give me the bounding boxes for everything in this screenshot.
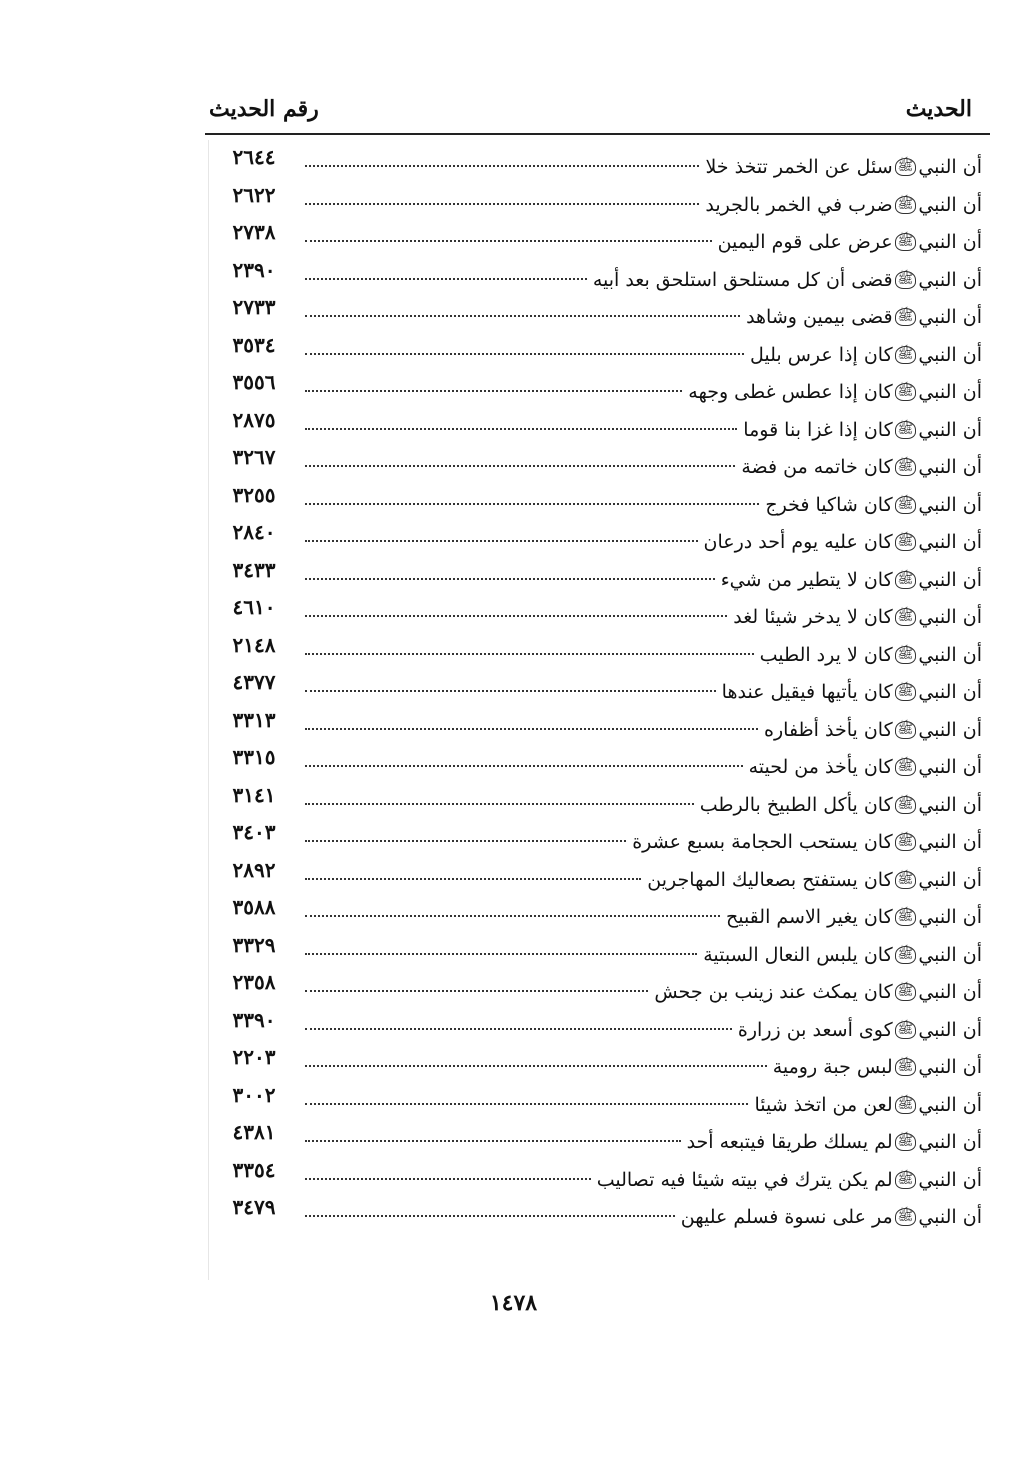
entry-text [773,1052,982,1082]
hadith-number: ٢٢٠٣ [232,1045,276,1069]
salla-glyph: ﷺ [895,1058,917,1076]
entry-text [705,190,982,220]
dotted-leader [305,540,698,542]
index-entry [205,255,990,293]
dotted-leader [305,428,737,430]
dotted-leader [305,878,641,880]
dotted-leader [305,1103,748,1105]
entry-prefix: أن النبي [918,268,982,291]
index-entry [205,630,990,668]
hadith-number: ٢٧٣٨ [232,220,276,244]
salla-glyph: ﷺ [895,833,917,851]
entry-hadith-text: كان يأتيها فيقيل عندها [721,681,893,703]
index-entry [205,742,990,780]
hadith-number: ٤٣٧٧ [232,670,276,694]
hadith-number: ٣٣٩٠ [232,1007,276,1032]
dotted-leader [305,653,754,655]
entry-prefix: أن النبي [918,418,982,441]
index-entry [205,667,990,705]
dotted-leader [305,503,759,505]
salla-glyph: ﷺ [895,946,917,964]
entry-hadith-text: كان لا يتطير من شيء [720,568,893,591]
index-entry [205,292,990,330]
salla-glyph: ﷺ [895,646,917,664]
hadith-number: ٣٣٢٩ [232,932,276,957]
entry-prefix: أن النبي [918,756,982,778]
salla-glyph: ﷺ [895,683,917,701]
salla-glyph: ﷺ [895,1171,917,1189]
dotted-leader [305,1140,681,1142]
entry-prefix: أن النبي [918,456,982,478]
entry-text [705,152,982,182]
salla-glyph: ﷺ [895,796,917,814]
index-entry [205,1080,990,1118]
entry-prefix: أن النبي [918,606,982,628]
entry-hadith-text: لم يسلك طريقا فيتبعه أحد [686,1131,893,1153]
dotted-leader [305,1215,675,1217]
entry-prefix: أن النبي [918,156,982,178]
index-entry [205,892,990,930]
index-entry [205,142,990,180]
entry-text [743,415,982,445]
entry-hadith-text: كان يلبس النعال السبتية [703,943,893,966]
salla-glyph: ﷺ [895,308,917,326]
salla-glyph: ﷺ [895,608,917,626]
index-entry [205,780,990,818]
header-column-hadith: الحديث [905,96,972,122]
entry-text [749,752,982,782]
header-column-hadith-number: رقم الحديث [209,96,319,122]
salla-glyph: ﷺ [895,421,917,439]
salla-glyph: ﷺ [895,908,917,926]
salla-glyph: ﷺ [895,346,917,364]
hadith-index-list [205,142,990,1230]
page-header [205,90,990,130]
entry-prefix: أن النبي [918,868,982,891]
entry-hadith-text: كان عليه يوم أحد درعان [703,531,893,553]
dotted-leader [305,915,720,917]
entry-prefix: أن النبي [918,718,982,741]
entry-hadith-text: لم يكن يترك في بيته شيئا فيه تصاليب [596,1168,893,1191]
dotted-leader [305,1028,732,1030]
entry-prefix: أن النبي [918,231,982,253]
entry-hadith-text: ضرب في الخمر بالجريد [705,193,893,216]
salla-glyph: ﷺ [895,196,917,214]
entry-prefix: أن النبي [918,531,982,553]
entry-text [764,715,982,745]
entry-text [722,677,982,707]
entry-text [754,1090,982,1120]
hadith-number: ٣٤٣٣ [232,557,276,582]
hadith-number: ٢١٤٨ [232,632,276,657]
index-entry [205,967,990,1005]
index-entry [205,367,990,405]
index-entry [205,1155,990,1193]
entry-prefix: أن النبي [918,793,982,816]
entry-prefix: أن النبي [918,306,982,328]
entry-hadith-text: كان إذا غزا بنا قوما [743,418,893,441]
dotted-leader [305,240,712,242]
hadith-number: ٣١٤١ [232,782,276,807]
entry-prefix: أن النبي [918,343,982,366]
entry-text [681,1202,982,1232]
hadith-number: ٣٣١٥ [232,745,276,769]
salla-glyph: ﷺ [895,271,917,289]
hadith-number: ٢٦٢٢ [232,182,276,207]
entry-prefix: أن النبي [918,981,982,1003]
entry-hadith-text: كان لا يدخر شيئا لغد [733,606,893,628]
index-entry [205,442,990,480]
entry-hadith-text: لعن من اتخذ شيئا [754,1093,893,1116]
hadith-number: ٢٨٤٠ [232,520,276,544]
entry-hadith-text: قضى بيمين وشاهد [746,306,893,328]
salla-glyph: ﷺ [895,233,917,251]
entry-prefix: أن النبي [918,681,982,703]
index-entry [205,405,990,443]
hadith-number: ٣٥٥٦ [232,370,276,394]
hadith-number: ٣٥٣٤ [232,332,276,357]
entry-prefix: أن النبي [918,906,982,928]
entry-text [632,827,982,857]
salla-glyph: ﷺ [895,758,917,776]
index-entry [205,330,990,368]
entry-text [726,902,982,932]
entry-hadith-text: لبس جبة رومية [772,1056,893,1078]
entry-hadith-text: كان خاتمه من فضة [741,456,893,478]
hadith-number: ٢٨٩٢ [232,857,276,882]
entry-hadith-text: كان لا يرد الطيب [759,643,893,666]
entry-hadith-text: كان يستحب الحجامة بسبع عشرة [632,831,893,853]
entry-hadith-text: كان يغير الاسم القبيح [725,906,893,928]
hadith-number: ٣٢٥٥ [232,482,276,507]
entry-text [703,940,982,970]
entry-text [733,602,982,632]
entry-prefix: أن النبي [918,1131,982,1153]
salla-glyph: ﷺ [895,1096,917,1114]
entry-hadith-text: مر على نسوة فسلم عليهن [680,1206,893,1228]
dotted-leader [305,165,699,167]
entry-text [746,302,982,332]
entry-prefix: أن النبي [918,381,982,403]
salla-glyph: ﷺ [895,496,917,514]
dotted-leader [305,353,744,355]
hadith-number: ٢٣٩٠ [232,257,276,282]
hadith-number: ٣٢٦٧ [232,445,276,469]
entry-hadith-text: كان شاكيا فخرج [765,493,893,516]
entry-prefix: أن النبي [918,568,982,591]
salla-glyph: ﷺ [895,1021,917,1039]
hadith-number: ٣٥٨٨ [232,895,276,919]
entry-text [647,865,982,895]
entry-prefix: أن النبي [918,1206,982,1228]
dotted-leader [305,1178,591,1180]
dotted-leader [305,203,699,205]
entry-hadith-text: عرض على قوم اليمين [717,231,893,253]
salla-glyph: ﷺ [895,533,917,551]
entry-text [750,340,982,370]
entry-prefix: أن النبي [918,1093,982,1116]
dotted-leader [305,803,694,805]
entry-hadith-text: كان يأخذ من لحيته [748,756,893,778]
dotted-leader [305,690,716,692]
index-entry [205,1005,990,1043]
dotted-leader [305,1065,767,1067]
entry-prefix: أن النبي [918,1018,982,1041]
page-number: ١٤٧٨ [489,1290,538,1316]
dotted-leader [305,390,682,392]
dotted-leader [305,578,715,580]
hadith-number: ٣٣٥٤ [232,1157,276,1182]
entry-hadith-text: كان يأكل الطبيخ بالرطب [699,793,893,816]
salla-glyph: ﷺ [895,458,917,476]
hadith-number: ٤٦١٠ [232,595,276,619]
entry-hadith-text: كان يمكث عند زينب بن جحش [654,981,893,1003]
entry-prefix: أن النبي [918,193,982,216]
index-entry [205,817,990,855]
header-rule [205,133,990,135]
entry-hadith-text: كان يأخذ أظفاره [764,718,893,741]
index-entry [205,1042,990,1080]
index-entry [205,555,990,593]
entry-prefix: أن النبي [918,1056,982,1078]
entry-hadith-text: كان إذا عطس غطى وجهه [688,381,893,403]
entry-text [687,1127,982,1157]
index-entry [205,930,990,968]
entry-text [593,265,982,295]
dotted-leader [305,728,758,730]
entry-prefix: أن النبي [918,943,982,966]
index-entry [205,180,990,218]
entry-text [597,1165,982,1195]
entry-prefix: أن النبي [918,493,982,516]
dotted-leader [305,315,740,317]
salla-glyph: ﷺ [895,1208,917,1226]
salla-glyph: ﷺ [895,158,917,176]
dotted-leader [305,953,697,955]
salla-glyph: ﷺ [895,983,917,1001]
salla-glyph: ﷺ [895,571,917,589]
dotted-leader [305,840,626,842]
entry-text [718,227,982,257]
entry-prefix: أن النبي [918,643,982,666]
hadith-number: ٢٣٥٨ [232,970,276,994]
hadith-number: ٢٦٤٤ [232,145,276,169]
entry-text [700,790,982,820]
index-entry [205,592,990,630]
salla-glyph: ﷺ [895,871,917,889]
index-entry [205,705,990,743]
hadith-number: ٣٣١٣ [232,707,276,732]
entry-text [741,452,982,482]
hadith-number: ٢٧٣٣ [232,295,276,319]
dotted-leader [305,990,648,992]
hadith-number: ٢٨٧٥ [232,407,276,432]
hadith-number: ٣٤٠٣ [232,820,276,844]
dotted-leader [305,278,587,280]
index-entry [205,480,990,518]
entry-hadith-text: كان يستفتح بصعاليك المهاجرين [647,868,893,891]
entry-hadith-text: كان إذا عرس بليل [749,343,893,366]
entry-text [704,527,982,557]
index-entry [205,855,990,893]
dotted-leader [305,465,735,467]
entry-prefix: أن النبي [918,831,982,853]
index-entry [205,517,990,555]
entry-text [738,1015,982,1045]
salla-glyph: ﷺ [895,383,917,401]
entry-text [721,565,982,595]
entry-hadith-text: سئل عن الخمر تتخذ خلا [705,156,893,178]
hadith-number: ٣٤٧٩ [232,1195,276,1219]
hadith-number: ٣٠٠٢ [232,1082,276,1107]
entry-text [688,377,982,407]
entry-text [654,977,982,1007]
index-entry [205,1192,990,1230]
hadith-number: ٤٣٨١ [232,1120,276,1144]
salla-glyph: ﷺ [895,1133,917,1151]
entry-text [765,490,982,520]
entry-hadith-text: قضى أن كل مستلحق استلحق بعد أبيه [592,268,893,291]
entry-prefix: أن النبي [918,1168,982,1191]
entry-hadith-text: كوى أسعد بن زرارة [737,1018,893,1041]
index-entry [205,1117,990,1155]
dotted-leader [305,765,743,767]
salla-glyph: ﷺ [895,721,917,739]
index-entry [205,217,990,255]
entry-text [760,640,982,670]
dotted-leader [305,615,727,617]
